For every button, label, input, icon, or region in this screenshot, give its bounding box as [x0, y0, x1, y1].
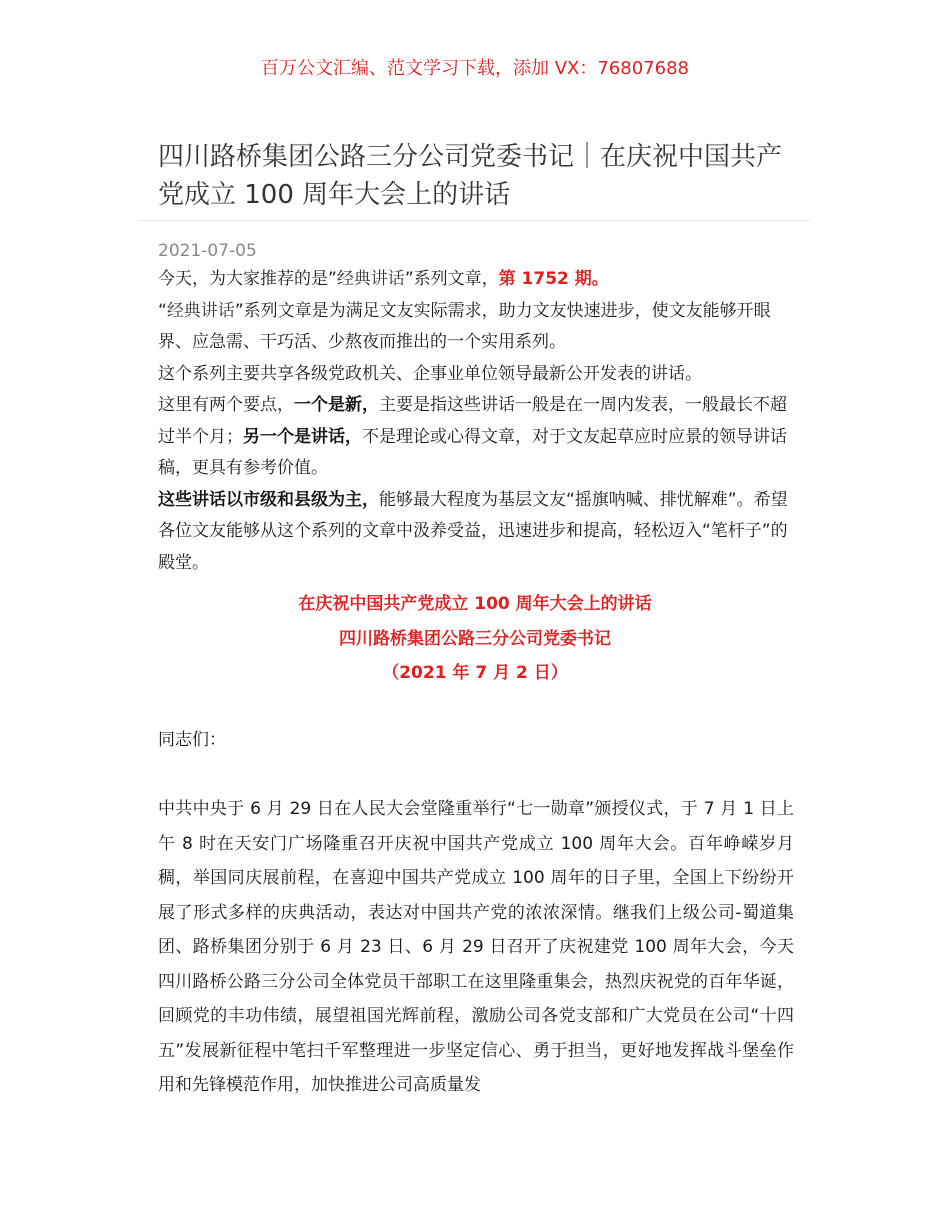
speech-speaker: 四川路桥集团公路三分公司党委书记	[339, 628, 611, 649]
promo-banner: 百万公文汇编、范文学习下载，添加 VX：76807688	[261, 58, 689, 79]
intro-paragraph-1: 今天，为大家推荐的是”经典讲话”系列文章，第 1752 期。	[158, 269, 609, 289]
key-point-new: 一个是新，	[294, 395, 379, 415]
intro-paragraph-4: 这里有两个要点，一个是新，主要是指这些讲话一般是在一周内发表，一般最长不超过半个月；另一个是讲话，不是理论或心得文章，对于文友起草应时应景的领导讲话稿，更具有参考价值。	[158, 395, 787, 478]
intro-paragraph-3: 这个系列主要共享各级党政机关、企事业单位领导最新公开发表的讲话。	[158, 363, 702, 384]
intro-section	[158, 264, 794, 579]
article-title: 四川路桥集团公路三分公司党委书记｜在庆祝中国共产党成立 100 周年大会上的讲话	[158, 142, 783, 210]
title-divider	[140, 220, 810, 221]
intro-paragraph-2: “经典讲话”系列文章是为满足文友实际需求，助力文友快速进步，使文友能够开眼界、应急需、干巧活、少熬夜而推出的一个实用系列。	[158, 300, 771, 352]
publish-date: 2021-07-05	[158, 241, 257, 261]
speech-heading	[0, 587, 950, 691]
speech-paragraph: 中共中央于 6 月 29 日在人民大会堂隆重举行“七一勋章”颁授仪式，于 7 月 1 日上午 8 时在天安门广场隆重召开庆祝中国共产党成立 100 周年大会。百年峥嵘岁月稠，举国同庆展前程，在喜迎中国共产党成立 100 周年的日子里，全国上下纷纷开展了形式多样的庆典活动，表达对中国共产党的浓浓深情。继我们上级公司-蜀道集团、路桥集团分别于 6 月 23 日、6 月 29 日召开了庆祝建党 100 周年大会，今天四川路桥公路三分公司全体党员干部职工在这里隆重集会，热烈庆祝党的百年华诞，回顾党的丰功伟绩，展望祖国光辉前程，激励公司各党支部和广大党员在公司“十四五”发展新征程中笔扫千军整理进一步坚定信心、勇于担当，更好地发挥战斗堡垒作用和先锋模范作用，加快推进公司高质量发	[158, 799, 794, 1095]
series-name: 经典讲话	[166, 300, 235, 321]
key-point-level: 这些讲话以市级和县级为主，	[158, 489, 379, 510]
salutation: 同志们：	[158, 730, 226, 750]
key-point-speech: 另一个是讲话，	[243, 426, 362, 447]
speech-title: 在庆祝中国共产党成立 100 周年大会上的讲话	[298, 594, 652, 614]
speech-date: （2021 年 7 月 2 日）	[382, 663, 568, 683]
series-name: 经典讲话	[336, 269, 405, 289]
issue-number: 第 1752 期。	[498, 269, 609, 289]
intro-paragraph-5: 这些讲话以市级和县级为主，能够最大程度为基层文友“摇旗呐喊、排忧解难”。希望各位文友能够从这个系列的文章中汲养受益，迅速进步和提高，轻松迈入“笔杆子”的殿堂。	[158, 489, 788, 573]
